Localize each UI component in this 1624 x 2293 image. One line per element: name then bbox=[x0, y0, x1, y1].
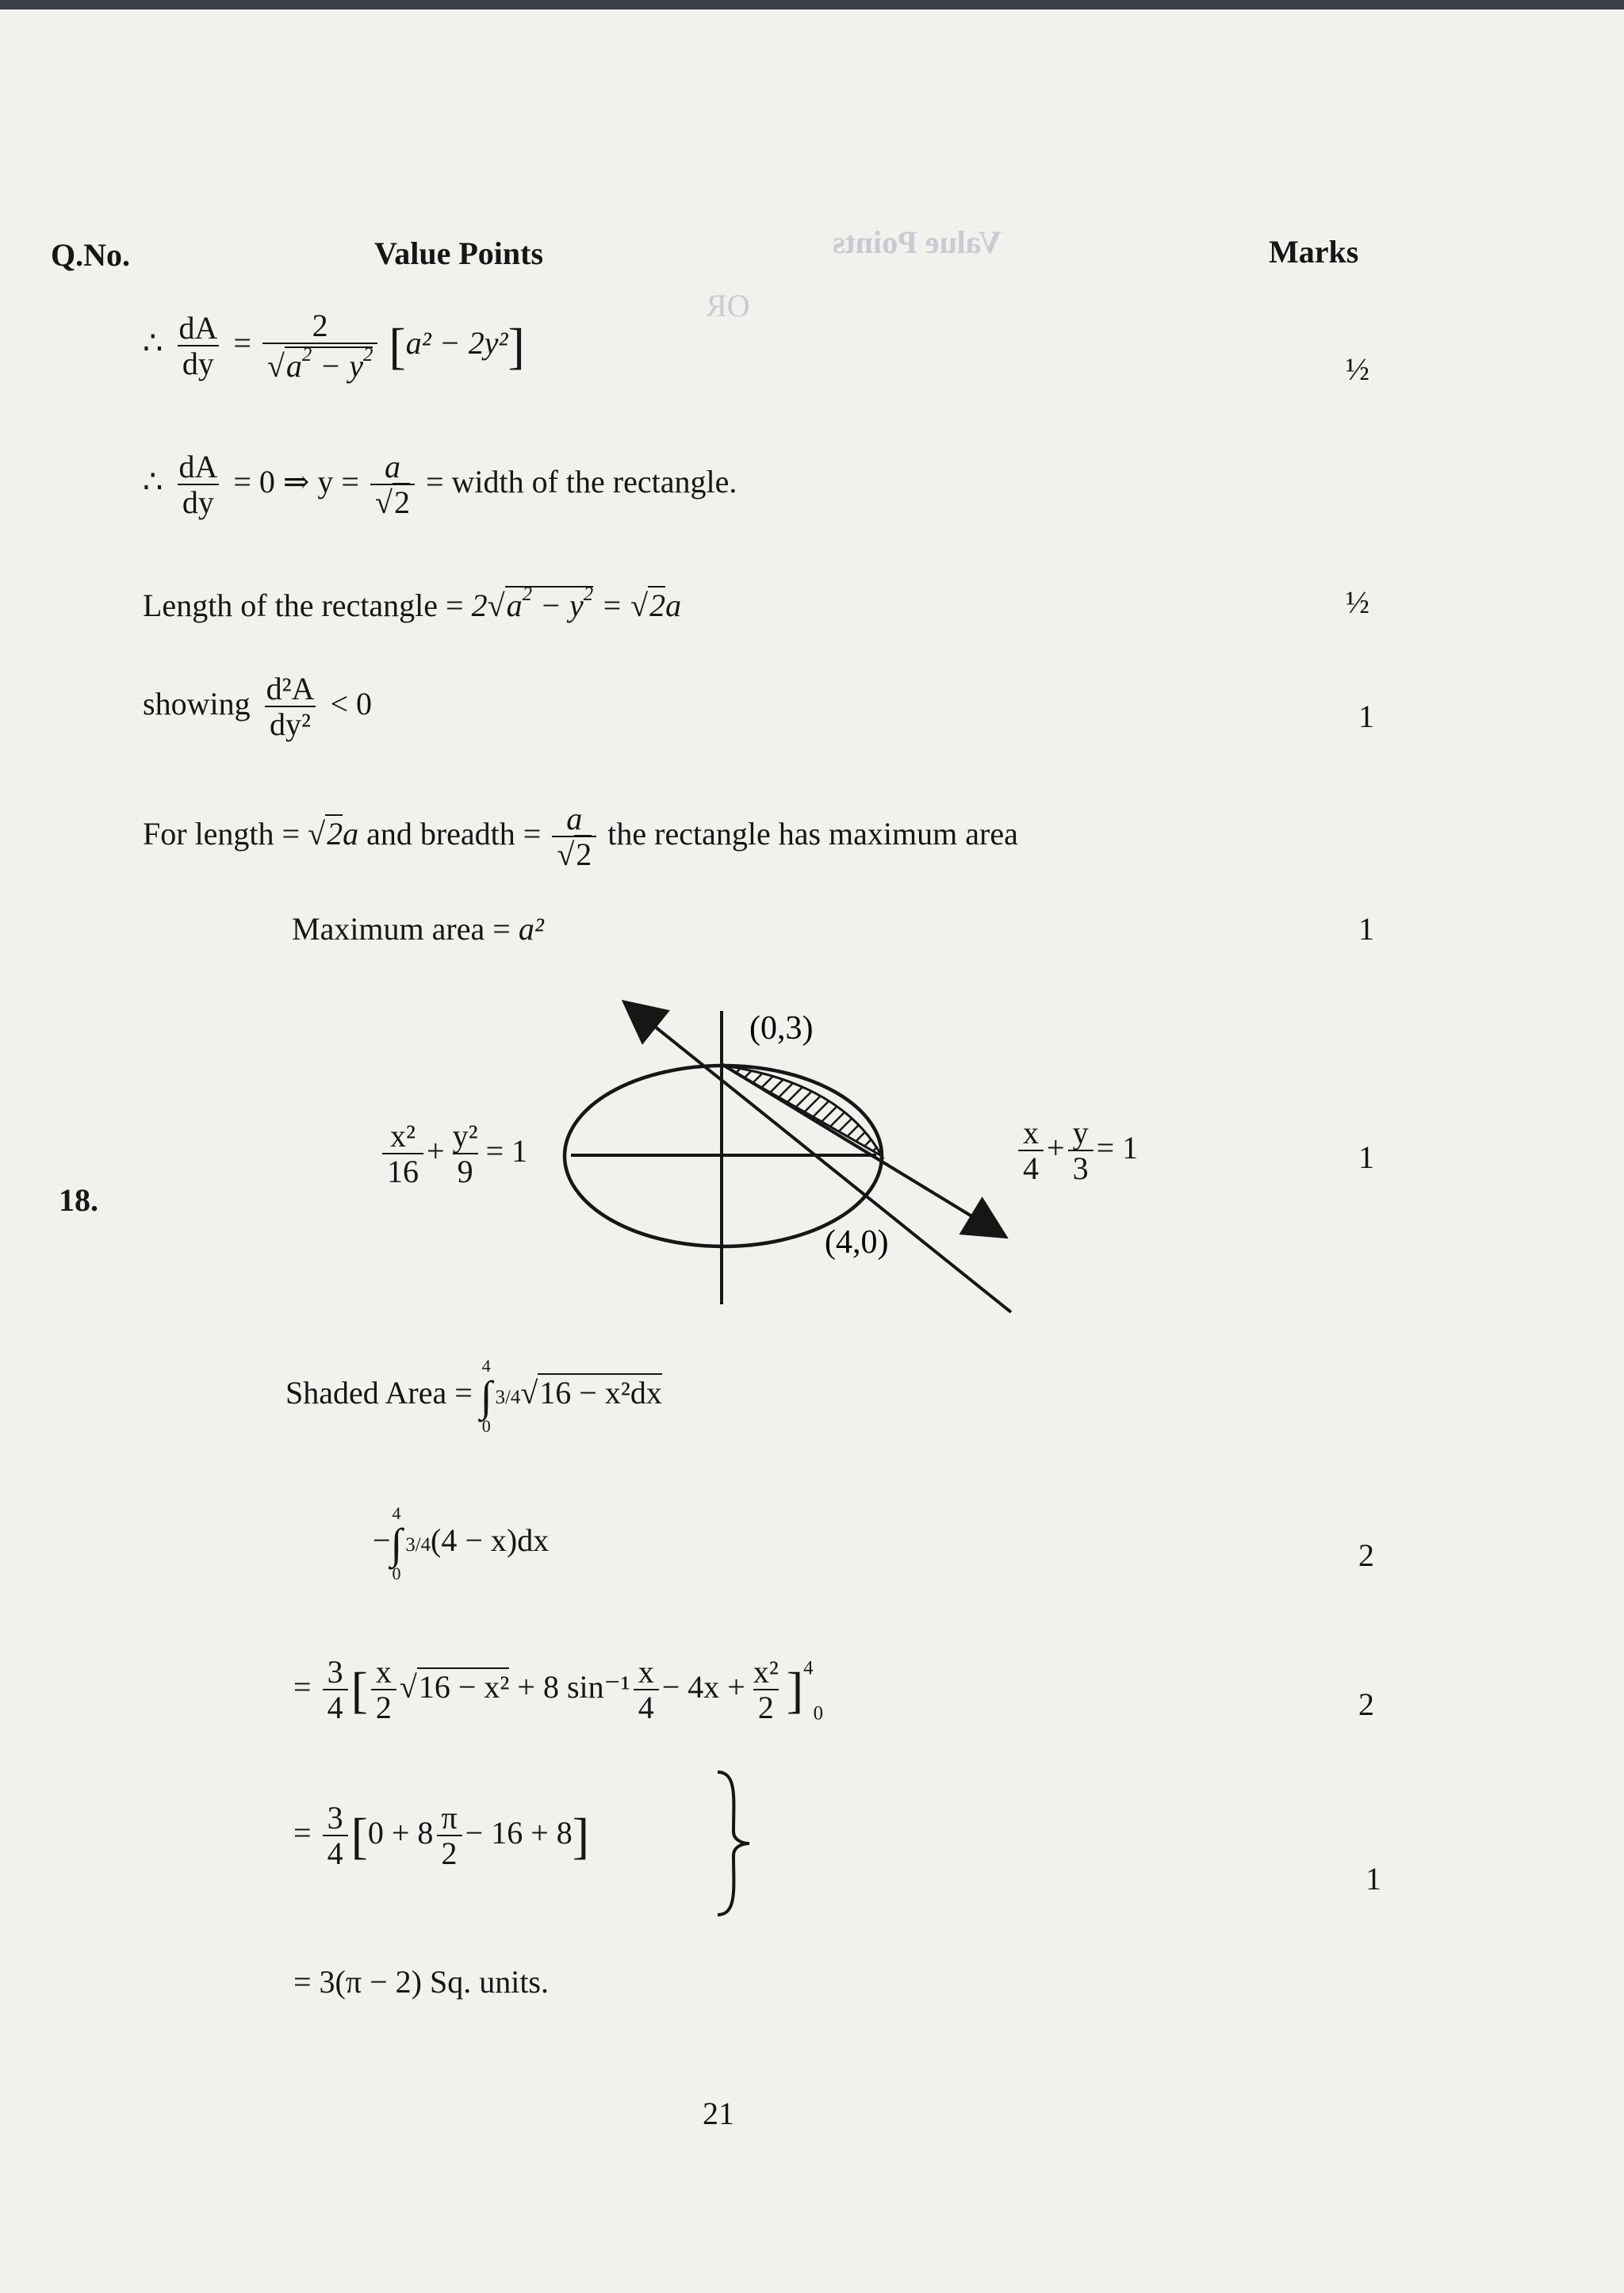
derivative-line-1: ∴ $\frac{dA}{dy}$ = $\frac{2}{√a^2 - y^2}$ [a² − 2y²] bbox=[143, 308, 525, 384]
mark-line-6: 1 bbox=[1358, 911, 1374, 947]
equals-sign: = bbox=[233, 325, 251, 362]
frac-num: x bbox=[638, 1654, 654, 1690]
length-line bbox=[143, 584, 681, 624]
frac-num: x bbox=[375, 1654, 392, 1690]
second-derivative-line bbox=[143, 672, 372, 742]
root-term: 16 − x² bbox=[418, 1669, 510, 1705]
linear-term: − 4x + bbox=[661, 1669, 745, 1705]
coef-den: $√a^2 - y^2$ bbox=[262, 343, 378, 384]
substitution-line: = $\frac{3}{4}$ [0 + 8 $\frac{\pi}{2}$ − 16 + 8] bbox=[293, 1800, 590, 1871]
mark-integral: 2 bbox=[1358, 1537, 1374, 1573]
qno-header: Q.No. bbox=[51, 237, 130, 273]
bleed-through-or: OR bbox=[706, 288, 750, 323]
mark-antiderivative: 2 bbox=[1358, 1686, 1374, 1722]
frac-den: dy² bbox=[265, 706, 316, 742]
width-text: = width of the rectangle. bbox=[425, 464, 737, 500]
derivative-line-2: ∴ $\frac{dA}{dy}$ = 0 ⇒ y = $\frac{a}{√2}$ = width of the rectangle. bbox=[143, 449, 737, 520]
max-area-value: a² bbox=[518, 911, 544, 947]
mark-line-1: ½ bbox=[1346, 351, 1369, 387]
chord-line-upper bbox=[626, 1004, 1011, 1312]
coefficient: 3/4 bbox=[405, 1534, 431, 1556]
frac-den: dy bbox=[178, 484, 219, 520]
breadth-text: and breadth = bbox=[366, 816, 542, 852]
plus-sign: + bbox=[427, 1133, 445, 1169]
coef-num: 2 bbox=[312, 308, 328, 343]
rhs: = 1 bbox=[485, 1133, 528, 1169]
page-number: 21 bbox=[703, 2096, 734, 2131]
value-points-header: Value Points bbox=[374, 235, 544, 271]
frac-den: 9 bbox=[453, 1153, 478, 1189]
frac-den: 2 bbox=[437, 1835, 462, 1871]
lower-limit: 0 bbox=[813, 1702, 823, 1725]
shaded-area-line: Shaded Area = 4 ∫ 0 3/4√16 − x²dx bbox=[285, 1356, 662, 1436]
frac-num-a: a bbox=[384, 449, 400, 484]
frac-den: 3 bbox=[1068, 1150, 1094, 1186]
frac-den: 4 bbox=[323, 1835, 348, 1871]
mark-final: 1 bbox=[1365, 1861, 1381, 1897]
antiderivative-line: = $\frac{3}{4}$ [ $\frac{x}{2}$ √16 − x² + 8 sin⁻¹ $\frac{x}{4}$ − 4x + $\frac{\text{x²}}{2}$ ]$^4_0$ bbox=[293, 1654, 823, 1725]
lower-limit: 0 bbox=[392, 1564, 401, 1583]
bleed-through-header: Value Points bbox=[833, 224, 1002, 260]
frac-num: 3 bbox=[327, 1654, 343, 1690]
showing-text: showing bbox=[143, 686, 251, 722]
point-label-top: (0,3) bbox=[749, 1010, 814, 1047]
frac-den: 2 bbox=[753, 1689, 779, 1725]
question-number: 18. bbox=[59, 1182, 98, 1218]
max-area-text: the rectangle has maximum area bbox=[607, 816, 1018, 852]
frac-num: x² bbox=[753, 1654, 779, 1690]
bracket-term: a² − 2y² bbox=[405, 325, 508, 362]
scan-top-edge bbox=[0, 0, 1624, 10]
marks-header: Marks bbox=[1269, 234, 1359, 270]
maximum-area-line bbox=[292, 910, 544, 947]
frac-num: 3 bbox=[327, 1800, 343, 1836]
mark-diagram: 1 bbox=[1358, 1139, 1374, 1175]
maximum-condition-line bbox=[143, 802, 1018, 872]
line-equation bbox=[1015, 1116, 1138, 1186]
plus-sign: + bbox=[1047, 1130, 1065, 1166]
critical-point-text: = 0 ⇒ y = bbox=[233, 464, 359, 500]
frac-den: 4 bbox=[634, 1689, 659, 1725]
point-label-right: (4,0) bbox=[825, 1224, 889, 1261]
length-expression: $2√a^2 - y^2 = √2a$ bbox=[471, 584, 682, 623]
ellipse-line-diagram bbox=[547, 991, 1031, 1316]
frac-num: x bbox=[1023, 1115, 1039, 1150]
frac-den: dy bbox=[178, 345, 219, 381]
length-value: √2a bbox=[308, 816, 359, 852]
ellipse-equation bbox=[379, 1120, 527, 1189]
mark-line-4: 1 bbox=[1358, 699, 1374, 734]
curly-brace bbox=[714, 1768, 753, 1919]
frac-num-a: a bbox=[566, 801, 583, 836]
coefficient: 3/4 bbox=[495, 1387, 521, 1409]
frac-num: dA bbox=[178, 309, 218, 346]
frac-num: d²A bbox=[266, 671, 315, 706]
frac-den: 4 bbox=[323, 1689, 348, 1725]
frac-den-root2: √2 bbox=[552, 836, 596, 872]
frac-den: 16 bbox=[382, 1153, 423, 1189]
lower-limit: 0 bbox=[481, 1416, 491, 1436]
integrand: (4 − x)dx bbox=[431, 1522, 550, 1559]
inequality: < 0 bbox=[330, 686, 373, 722]
frac-den: 2 bbox=[371, 1689, 396, 1725]
frac-den-root2: √2 bbox=[370, 484, 415, 520]
term-a: 0 + 8 bbox=[367, 1815, 434, 1851]
frac-num: y² bbox=[452, 1118, 478, 1154]
second-integral-line: − 4 ∫ 0 3/4(4 − x)dx bbox=[373, 1503, 550, 1583]
frac-num: π bbox=[441, 1800, 458, 1836]
shaded-area-label: Shaded Area = bbox=[285, 1375, 473, 1411]
upper-limit: 4 bbox=[803, 1657, 814, 1679]
frac-den: 4 bbox=[1018, 1150, 1044, 1186]
frac-num: y bbox=[1072, 1115, 1089, 1150]
chord-line-lower bbox=[722, 1064, 1003, 1235]
final-result: = 3(π − 2) Sq. units. bbox=[293, 1964, 549, 2000]
arcsin-term: + 8 sin⁻¹ bbox=[517, 1669, 630, 1705]
frac-num: x² bbox=[390, 1118, 416, 1154]
length-text: Length of the rectangle = bbox=[143, 587, 464, 623]
max-area-label: Maximum area = bbox=[292, 911, 511, 947]
term-b: − 16 + 8 bbox=[465, 1815, 573, 1851]
for-length-text: For length = bbox=[143, 816, 301, 852]
mark-line-3: ½ bbox=[1346, 584, 1369, 620]
upper-limit: 4 bbox=[392, 1503, 401, 1523]
integrand: 16 − x²dx bbox=[539, 1375, 662, 1411]
upper-limit: 4 bbox=[481, 1356, 491, 1376]
frac-num: dA bbox=[178, 449, 218, 484]
rhs: = 1 bbox=[1096, 1130, 1139, 1166]
